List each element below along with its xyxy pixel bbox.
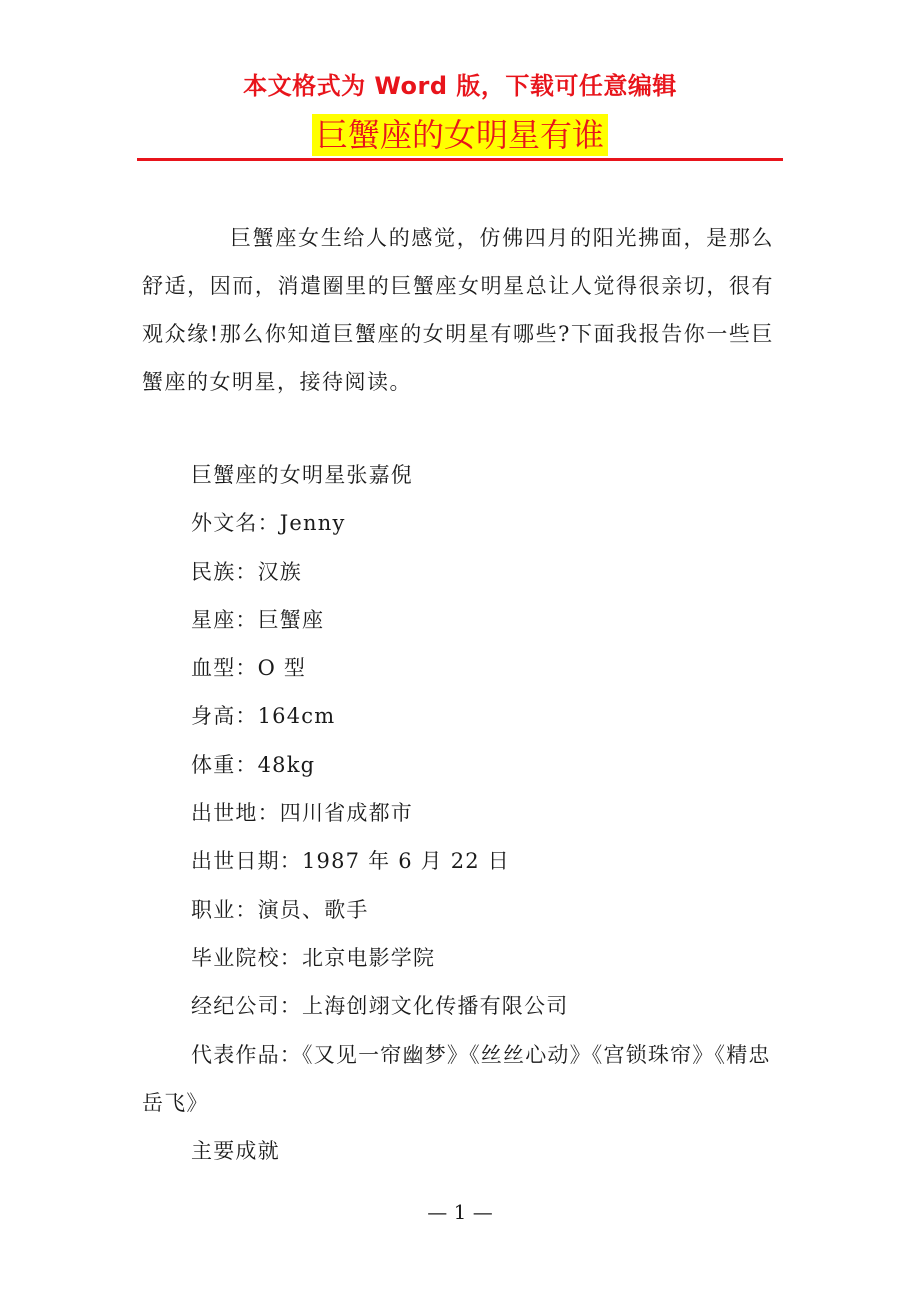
profile-heading: 巨蟹座的女明星张嘉倪 [191,463,413,487]
field-achievements-heading: 主要成就 [191,1139,280,1164]
page-number: — 1 — [427,1200,493,1224]
field-birthplace: 出世地：四川省成都市 [191,801,413,826]
download-notice-banner: 本文格式为 Word 版，下载可任意编辑 [243,72,677,100]
title-container [0,114,920,156]
document-title: 巨蟹座的女明星有谁 [312,114,608,156]
field-birth-date: 出世日期：1987 年 6 月 22 日 [191,849,510,874]
field-blood-type: 血型：O 型 [191,656,307,681]
field-representative-works: 代表作品：《又见一帘幽梦》《丝丝心动》《宫锁珠帘》《精忠岳飞》 [142,1042,771,1115]
profile-field-list [142,451,782,1175]
field-weight: 体重：48kg [191,752,316,777]
field-zodiac: 星座：巨蟹座 [191,607,325,632]
field-occupation: 职业：演员、歌手 [191,897,369,922]
field-agency: 经纪公司：上海创翊文化传播有限公司 [191,994,569,1019]
field-english-name: 外文名：Jenny [191,511,346,536]
intro-paragraph: 巨蟹座女生给人的感觉，仿佛四月的阳光拂面，是那么舒适，因而，消遣圈里的巨蟹座女明星总让人觉得很亲切，很有观众缘!那么你知道巨蟹座的女明星有哪些?下面我报告你一些巨蟹座的女明星，接待阅读。 [142,226,774,394]
field-height: 身高：164cm [191,704,336,729]
field-alma-mater: 毕业院校：北京电影学院 [191,945,436,970]
field-ethnicity: 民族：汉族 [191,559,302,584]
title-divider [137,158,783,161]
